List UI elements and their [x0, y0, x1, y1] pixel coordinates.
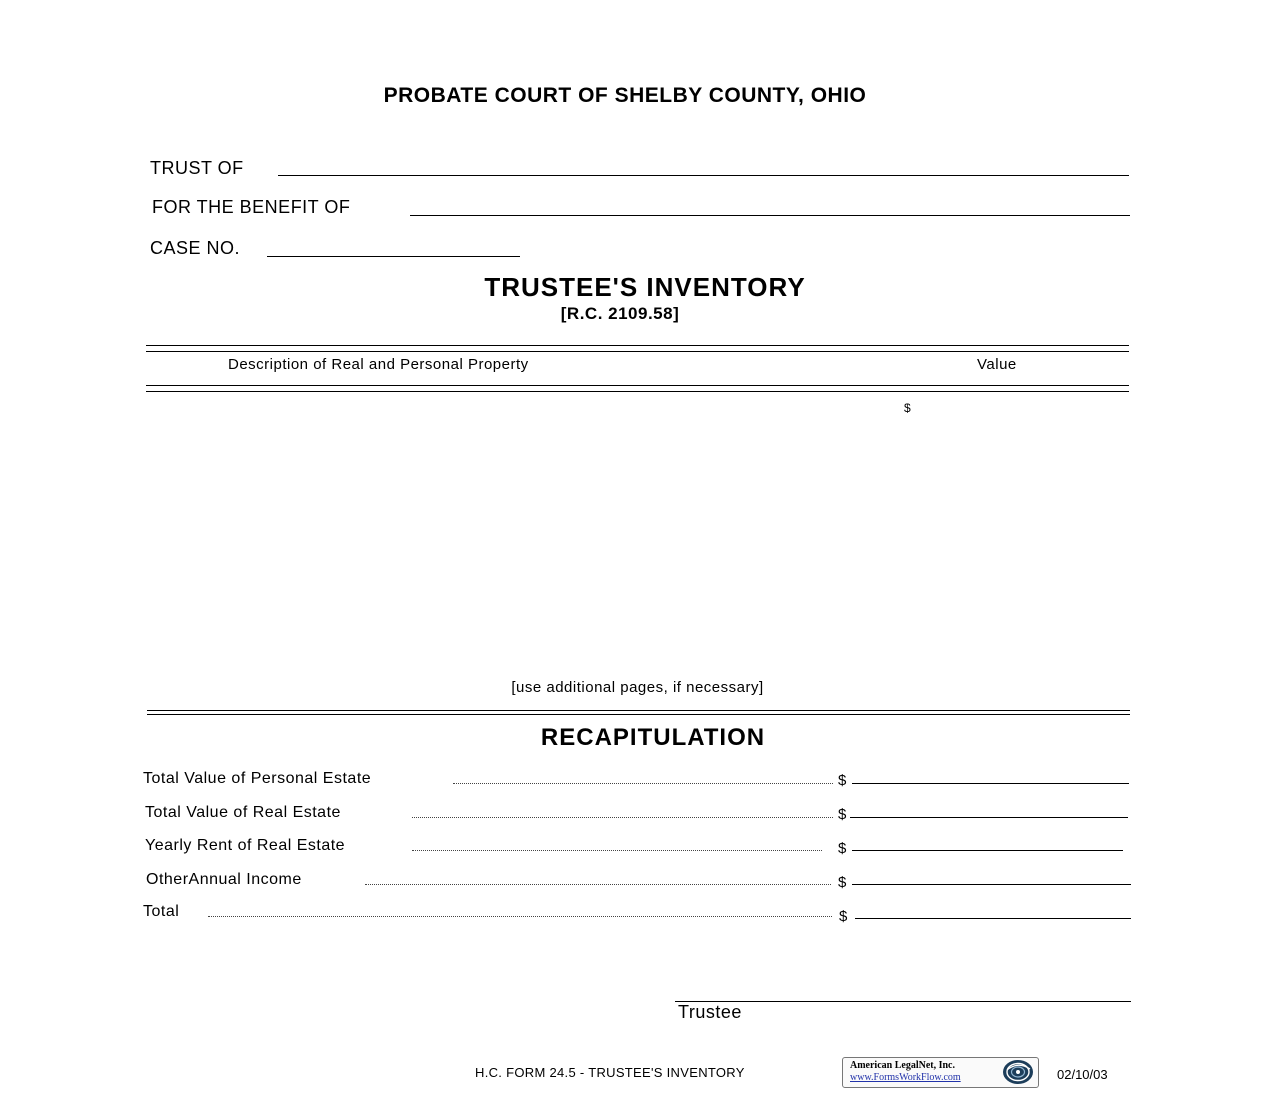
recap-dollar: $ — [838, 806, 847, 823]
recap-leader — [453, 783, 833, 784]
recapitulation-title: RECAPITULATION — [540, 724, 766, 751]
table-top-rule-1 — [146, 345, 1129, 346]
table-header-rule-2 — [146, 391, 1129, 392]
recap-leader — [412, 817, 833, 818]
description-column-header: Description of Real and Personal Property — [228, 356, 529, 373]
recap-amount-other-income[interactable] — [852, 884, 1131, 885]
statute-reference: [R.C. 2109.58] — [560, 304, 680, 323]
globe-icon — [1001, 1059, 1035, 1085]
form-identifier: H.C. FORM 24.5 - TRUSTEE'S INVENTORY — [475, 1065, 745, 1080]
trust-of-label: TRUST OF — [150, 158, 244, 178]
document-title: TRUSTEE'S INVENTORY — [484, 272, 806, 302]
recap-leader — [412, 850, 822, 851]
case-no-line[interactable] — [267, 256, 520, 257]
vendor-logo[interactable] — [842, 1057, 1039, 1088]
recap-label-total: Total — [143, 903, 180, 920]
recap-leader — [365, 884, 831, 885]
vendor-url[interactable]: www.FormsWorkFlow.com — [850, 1072, 961, 1083]
property-entry-area[interactable] — [146, 396, 1129, 671]
table-bottom-rule-2 — [147, 714, 1130, 715]
additional-pages-note: [use additional pages, if necessary] — [511, 679, 764, 696]
recap-label-yearly-rent: Yearly Rent of Real Estate — [145, 837, 346, 854]
trust-of-line[interactable] — [278, 175, 1129, 176]
recap-dollar: $ — [839, 908, 848, 925]
table-bottom-rule-1 — [147, 710, 1130, 711]
recap-label-real-estate: Total Value of Real Estate — [145, 804, 341, 821]
case-no-label: CASE NO. — [150, 238, 241, 258]
recap-amount-personal-estate[interactable] — [852, 783, 1129, 784]
recap-dollar: $ — [838, 772, 847, 789]
trustee-signature-line[interactable] — [675, 1001, 1131, 1002]
table-top-rule-2 — [146, 351, 1129, 352]
vendor-name: American LegalNet, Inc. — [850, 1060, 955, 1071]
trustee-signature-label: Trustee — [678, 1002, 742, 1022]
recap-label-other-income: OtherAnnual Income — [146, 871, 302, 888]
recap-amount-yearly-rent[interactable] — [852, 850, 1123, 851]
benefit-of-label: FOR THE BENEFIT OF — [152, 197, 351, 217]
table-header-rule-1 — [146, 385, 1129, 386]
form-date: 02/10/03 — [1057, 1067, 1108, 1082]
value-currency-symbol: $ — [904, 401, 911, 415]
benefit-of-line[interactable] — [410, 215, 1130, 216]
recap-amount-real-estate[interactable] — [850, 817, 1128, 818]
value-column-header: Value — [977, 356, 1017, 373]
recap-amount-total[interactable] — [855, 918, 1131, 919]
recap-leader — [208, 916, 832, 917]
recap-dollar: $ — [838, 840, 847, 857]
recap-dollar: $ — [838, 874, 847, 891]
recap-label-personal-estate: Total Value of Personal Estate — [143, 770, 372, 787]
court-title: PROBATE COURT OF SHELBY COUNTY, OHIO — [383, 84, 867, 107]
